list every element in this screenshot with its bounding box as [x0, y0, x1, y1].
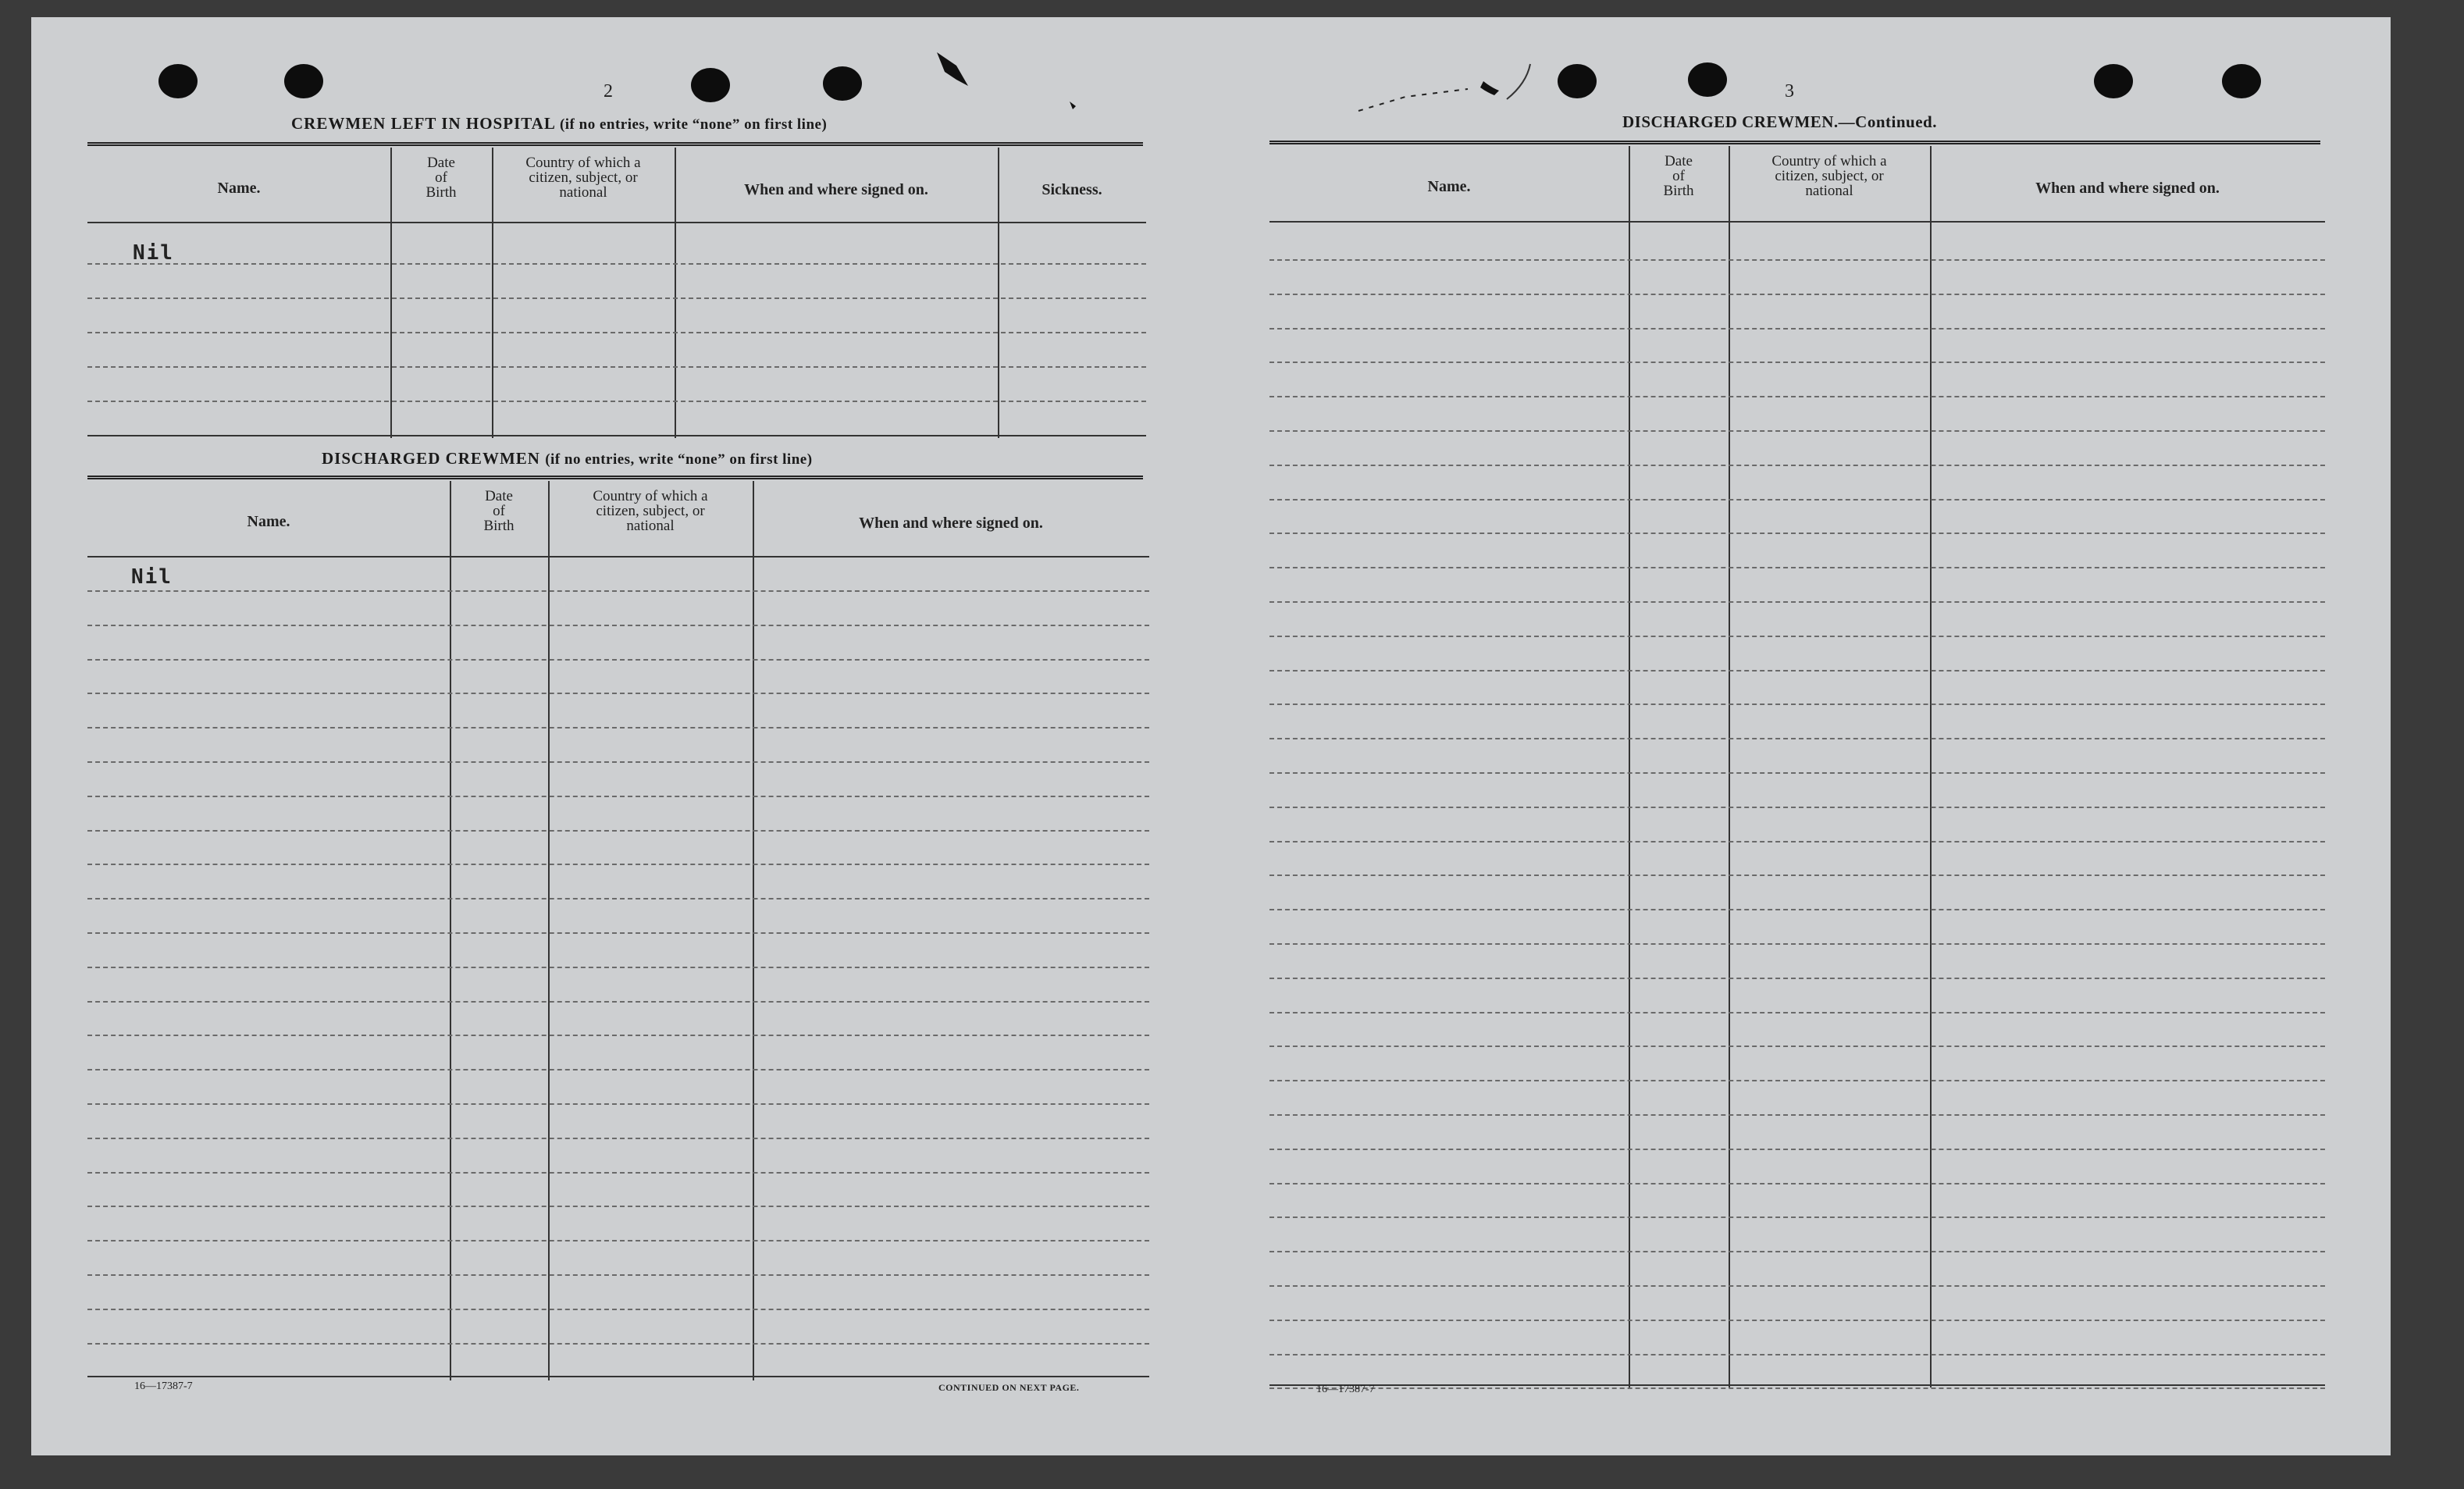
table-row — [1269, 807, 2325, 808]
table-row — [87, 864, 1149, 865]
table-row — [1269, 978, 2325, 979]
table-row — [1269, 567, 2325, 568]
table-row — [1269, 909, 2325, 910]
table-row — [87, 1274, 1149, 1276]
table-row — [87, 1172, 1149, 1174]
header-country: Country of which a citizen, subject, or national — [593, 488, 708, 534]
table-row — [87, 1343, 1149, 1345]
table-row — [1269, 875, 2325, 876]
hospital-title-text: CREWMEN LEFT IN HOSPITAL — [291, 114, 555, 133]
header-country: Country of which a citizen, subject, or national — [1771, 153, 1887, 199]
hospital-section-title — [291, 114, 827, 134]
table-row — [1269, 1387, 2325, 1389]
table-row — [87, 727, 1149, 728]
table-row — [87, 1001, 1149, 1003]
page-number: 3 — [1785, 81, 1794, 102]
table-row — [87, 796, 1149, 797]
table-row — [1269, 943, 2325, 945]
header-country: Country of which a citizen, subject, or national — [525, 155, 641, 201]
table-row — [1269, 294, 2325, 295]
table-row — [1269, 499, 2325, 500]
table-row — [87, 1206, 1149, 1207]
table-row — [1269, 1114, 2325, 1116]
table-row — [1269, 1149, 2325, 1150]
table-row — [1269, 1320, 2325, 1321]
header-when-where-signed: When and where signed on. — [744, 181, 928, 198]
table-row — [1269, 636, 2325, 637]
hospital-first-entry: Nil — [133, 241, 174, 265]
table-row — [1269, 1012, 2325, 1013]
table-row — [87, 659, 1149, 661]
table-row — [1269, 328, 2325, 330]
discharged-continued-top-rule — [1269, 141, 2320, 144]
header-date-of-birth: Date of Birth — [1663, 153, 1694, 199]
table-row — [1269, 396, 2325, 397]
discharged-title-note: (if no entries, write “none” on first line) — [545, 451, 813, 468]
table-row — [1269, 670, 2325, 671]
table-row — [87, 830, 1149, 832]
table-row — [87, 1138, 1149, 1139]
header-date-of-birth: Date of Birth — [483, 488, 515, 534]
continued-note: CONTINUED ON NEXT PAGE. — [938, 1382, 1080, 1393]
table-row — [1269, 533, 2325, 534]
table-row — [87, 590, 1149, 592]
table-row — [1269, 1046, 2325, 1047]
table-row — [87, 1103, 1149, 1105]
table-row — [1269, 465, 2325, 466]
header-name: Name. — [247, 513, 290, 530]
header-when-where-signed: When and where signed on. — [859, 515, 1043, 532]
discharged-top-rule — [87, 476, 1143, 479]
table-row — [1269, 430, 2325, 432]
table-row — [1269, 841, 2325, 842]
hospital-title-note: (if no entries, write “none” on first line) — [559, 116, 828, 133]
document-sheet — [31, 17, 2391, 1455]
discharged-first-entry: Nil — [131, 565, 173, 589]
discharged-section-title — [322, 449, 813, 468]
table-row — [1269, 738, 2325, 739]
discharged-continued-table — [1269, 146, 2325, 1387]
table-row — [87, 898, 1149, 899]
table-row — [1269, 704, 2325, 705]
table-row — [1269, 772, 2325, 774]
header-name: Name. — [1427, 178, 1471, 195]
header-sickness: Sickness. — [1042, 181, 1102, 198]
discharged-table — [87, 481, 1149, 1380]
table-row — [87, 967, 1149, 968]
table-row — [87, 693, 1149, 694]
form-code: 16—17387-7 — [134, 1380, 193, 1392]
discharged-title-text: DISCHARGED CREWMEN — [322, 449, 540, 468]
table-row — [1269, 1354, 2325, 1355]
form-code: 16—17387-7 — [1316, 1384, 1375, 1395]
header-name: Name. — [217, 180, 261, 197]
table-row — [87, 932, 1149, 934]
page-number: 2 — [604, 81, 613, 102]
table-row — [87, 1309, 1149, 1310]
table-row — [1269, 601, 2325, 603]
header-when-where-signed: When and where signed on. — [2035, 180, 2220, 197]
hospital-table — [87, 148, 1146, 438]
table-row — [87, 761, 1149, 763]
header-date-of-birth: Date of Birth — [426, 155, 457, 201]
discharged-continued-title: DISCHARGED CREWMEN.—Continued. — [1622, 112, 1937, 131]
table-row — [1269, 1216, 2325, 1218]
table-row — [1269, 362, 2325, 363]
table-row — [87, 625, 1149, 626]
table-row — [1269, 1080, 2325, 1081]
table-row — [87, 1240, 1149, 1241]
table-row — [1269, 1183, 2325, 1184]
table-row — [87, 1069, 1149, 1070]
hospital-top-rule — [87, 142, 1143, 146]
table-row — [1269, 1251, 2325, 1252]
table-row — [1269, 259, 2325, 261]
table-row — [1269, 1285, 2325, 1287]
table-row — [87, 1035, 1149, 1036]
